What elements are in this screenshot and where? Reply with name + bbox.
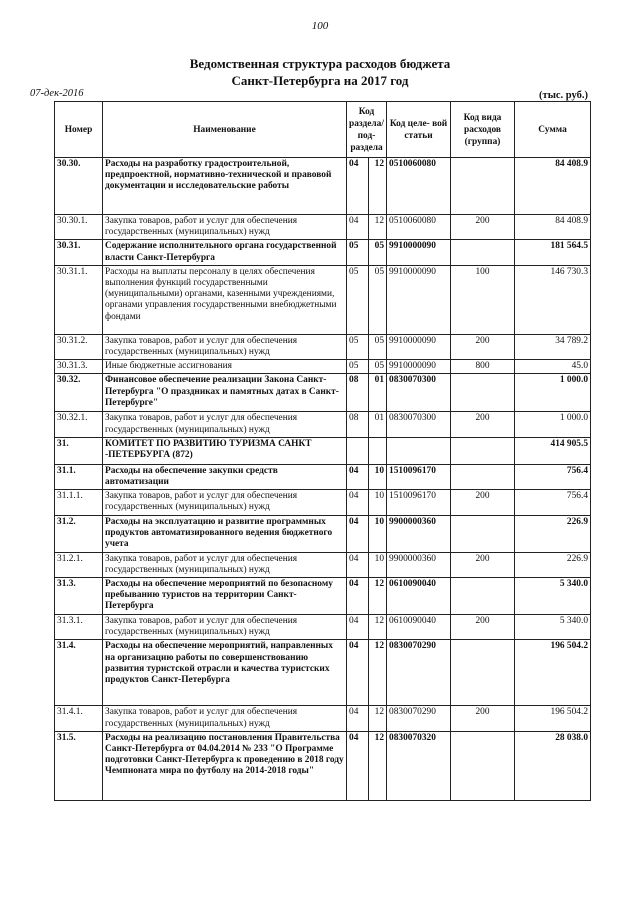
row-expense-type: 800 [451,360,515,374]
units-label: (тыс. руб.) [539,90,588,101]
row-expense-type: 200 [451,334,515,359]
row-sum: 756.4 [515,464,591,489]
row-article-code: 9900000360 [387,515,451,552]
row-expense-type [451,240,515,265]
row-expense-type [451,731,515,800]
row-subsection-code: 01 [369,374,387,412]
page-number: 100 [311,20,329,32]
row-number: 30.30. [55,158,103,215]
row-section-code: 04 [347,464,369,489]
table-row [55,437,591,464]
row-number: 30.31.2. [55,334,103,359]
row-expense-type: 200 [451,215,515,240]
table-row [55,731,591,800]
row-name: Закупка товаров, работ и услуг для обеспечения государственных (муниципальных) нужд [103,706,347,731]
row-article-code: 0830070290 [387,706,451,731]
header-vid: Код вида расходов (группа) [451,102,515,158]
row-section-code: 04 [347,615,369,640]
table-row [55,552,591,577]
row-number: 30.31.1. [55,265,103,334]
row-number: 30.32.1. [55,412,103,437]
row-sum: 34 789.2 [515,334,591,359]
row-subsection-code: 01 [369,412,387,437]
row-article-code: 9910000090 [387,334,451,359]
row-subsection-code: 12 [369,215,387,240]
row-subsection-code: 12 [369,158,387,215]
row-expense-type: 200 [451,615,515,640]
row-name: Расходы на разработку градостроительной, предпроектной, нормативно-технической и правовой документации и исследовательские работы [103,158,347,215]
table-row [55,374,591,412]
row-sum: 84 408.9 [515,215,591,240]
row-subsection-code: 05 [369,360,387,374]
row-article-code: 0830070320 [387,731,451,800]
row-number: 31.2. [55,515,103,552]
row-expense-type [451,374,515,412]
row-section-code: 04 [347,552,369,577]
row-subsection-code: 05 [369,240,387,265]
table-row [55,464,591,489]
row-name: Финансовое обеспечение реализации Закона Санкт-Петербурга "О праздниках и памятных датах в Санкт-Петербурге" [103,374,347,412]
row-sum: 28 038.0 [515,731,591,800]
row-subsection-code: 12 [369,578,387,615]
row-section-code: 04 [347,731,369,800]
row-article-code: 9900000360 [387,552,451,577]
row-expense-type: 100 [451,265,515,334]
row-sum: 756.4 [515,490,591,515]
row-subsection-code: 12 [369,731,387,800]
row-section-code: 08 [347,374,369,412]
row-article-code: 0830070290 [387,640,451,706]
row-sum: 1 000.0 [515,412,591,437]
row-subsection-code: 05 [369,265,387,334]
row-expense-type: 200 [451,552,515,577]
row-name: Закупка товаров, работ и услуг для обеспечения государственных (муниципальных) нужд [103,215,347,240]
row-name: Содержание исполнительного органа государственной власти Санкт-Петербурга [103,240,347,265]
row-sum: 1 000.0 [515,374,591,412]
row-number: 30.30.1. [55,215,103,240]
header-name: Наименование [103,102,347,158]
row-section-code: 05 [347,334,369,359]
row-subsection-code: 10 [369,515,387,552]
table-row [55,515,591,552]
row-subsection-code: 12 [369,706,387,731]
budget-table [54,101,591,801]
row-article-code: 9910000090 [387,265,451,334]
row-article-code: 0510060080 [387,158,451,215]
table-body [55,158,591,801]
table-row [55,360,591,374]
row-subsection-code: 10 [369,464,387,489]
header-article: Код целе- вой статьи [387,102,451,158]
row-article-code [387,437,451,464]
row-subsection-code [369,437,387,464]
row-article-code: 1510096170 [387,490,451,515]
row-expense-type [451,640,515,706]
row-number: 31.1. [55,464,103,489]
row-section-code: 08 [347,412,369,437]
row-section-code: 04 [347,158,369,215]
row-subsection-code: 12 [369,640,387,706]
row-sum: 5 340.0 [515,578,591,615]
row-number: 31.3.1. [55,615,103,640]
row-section-code: 05 [347,240,369,265]
row-expense-type [451,158,515,215]
row-number: 31. [55,437,103,464]
header-section: Код раздела/ под- раздела [347,102,387,158]
row-name: Расходы на обеспечение закупки средств автоматизации [103,464,347,489]
row-number: 31.4.1. [55,706,103,731]
row-sum: 414 905.5 [515,437,591,464]
row-sum: 146 730.3 [515,265,591,334]
row-expense-type: 200 [451,412,515,437]
row-expense-type [451,464,515,489]
header-sum: Сумма [515,102,591,158]
row-section-code: 05 [347,360,369,374]
row-article-code: 0510060080 [387,215,451,240]
document-date: 07-дек-2016 [30,88,84,99]
row-sum: 196 504.2 [515,640,591,706]
row-name: Закупка товаров, работ и услуг для обеспечения государственных (муниципальных) нужд [103,490,347,515]
row-section-code: 04 [347,215,369,240]
table-row [55,706,591,731]
row-subsection-code: 10 [369,490,387,515]
row-article-code: 0830070300 [387,374,451,412]
row-name: Закупка товаров, работ и услуг для обеспечения государственных (муниципальных) нужд [103,412,347,437]
row-name: Закупка товаров, работ и услуг для обеспечения государственных (муниципальных) нужд [103,334,347,359]
table-row [55,640,591,706]
row-name: Расходы на выплаты персоналу в целях обеспечения выполнения функций государственными (муниципальными) органами, казенными учреждениями, органами управления государственными внебюджетными фондами [103,265,347,334]
table-row [55,158,591,215]
document-title [0,55,640,89]
row-number: 31.2.1. [55,552,103,577]
table-row [55,615,591,640]
row-article-code: 9910000090 [387,240,451,265]
row-name: Расходы на обеспечение мероприятий, направленных на организацию работы по совершенствованию развития туристской отрасли и качества туристских продуктов Санкт-Петербурга [103,640,347,706]
row-subsection-code: 05 [369,334,387,359]
row-name: Расходы на обеспечение мероприятий по безопасному пребыванию туристов на территории Санкт-Петербурга [103,578,347,615]
row-expense-type [451,437,515,464]
row-sum: 196 504.2 [515,706,591,731]
row-article-code: 9910000090 [387,360,451,374]
row-expense-type [451,515,515,552]
row-article-code: 0610090040 [387,578,451,615]
table-row [55,240,591,265]
row-section-code: 04 [347,515,369,552]
row-name: Иные бюджетные ассигнования [103,360,347,374]
table-row [55,412,591,437]
row-article-code: 1510096170 [387,464,451,489]
row-sum: 181 564.5 [515,240,591,265]
header-number: Номер [55,102,103,158]
table-row [55,490,591,515]
row-name: КОМИТЕТ ПО РАЗВИТИЮ ТУРИЗМА САНКТ -ПЕТЕРБУРГА (872) [103,437,347,464]
row-sum: 226.9 [515,552,591,577]
row-article-code: 0610090040 [387,615,451,640]
row-name: Закупка товаров, работ и услуг для обеспечения государственных (муниципальных) нужд [103,615,347,640]
title-line-2: Санкт-Петербурга на 2017 год [231,73,409,88]
row-number: 31.5. [55,731,103,800]
row-number: 30.31.3. [55,360,103,374]
row-sum: 84 408.9 [515,158,591,215]
title-line-1: Ведомственная структура расходов бюджета [189,56,451,71]
row-number: 30.32. [55,374,103,412]
row-section-code: 04 [347,578,369,615]
row-expense-type: 200 [451,490,515,515]
row-name: Расходы на эксплуатацию и развитие программных продуктов автоматизированного ведения бюджетного учета [103,515,347,552]
row-name: Расходы на реализацию постановления Правительства Санкт-Петербурга от 04.04.2014 № 233 "О Программе подготовки Санкт-Петербурга к проведению в 2018 году Чемпионата мира по футболу на 2014-2018 годы" [103,731,347,800]
table-row [55,265,591,334]
table-row [55,578,591,615]
row-name: Закупка товаров, работ и услуг для обеспечения государственных (муниципальных) нужд [103,552,347,577]
row-number: 31.3. [55,578,103,615]
table-row [55,334,591,359]
row-subsection-code: 10 [369,552,387,577]
row-section-code: 05 [347,265,369,334]
row-sum: 45.0 [515,360,591,374]
row-section-code [347,437,369,464]
row-number: 31.4. [55,640,103,706]
row-number: 31.1.1. [55,490,103,515]
table-header-row [55,102,591,158]
row-number: 30.31. [55,240,103,265]
row-sum: 5 340.0 [515,615,591,640]
row-expense-type: 200 [451,706,515,731]
table-row [55,215,591,240]
row-subsection-code: 12 [369,615,387,640]
row-section-code: 04 [347,490,369,515]
row-section-code: 04 [347,640,369,706]
row-section-code: 04 [347,706,369,731]
row-expense-type [451,578,515,615]
row-sum: 226.9 [515,515,591,552]
row-article-code: 0830070300 [387,412,451,437]
